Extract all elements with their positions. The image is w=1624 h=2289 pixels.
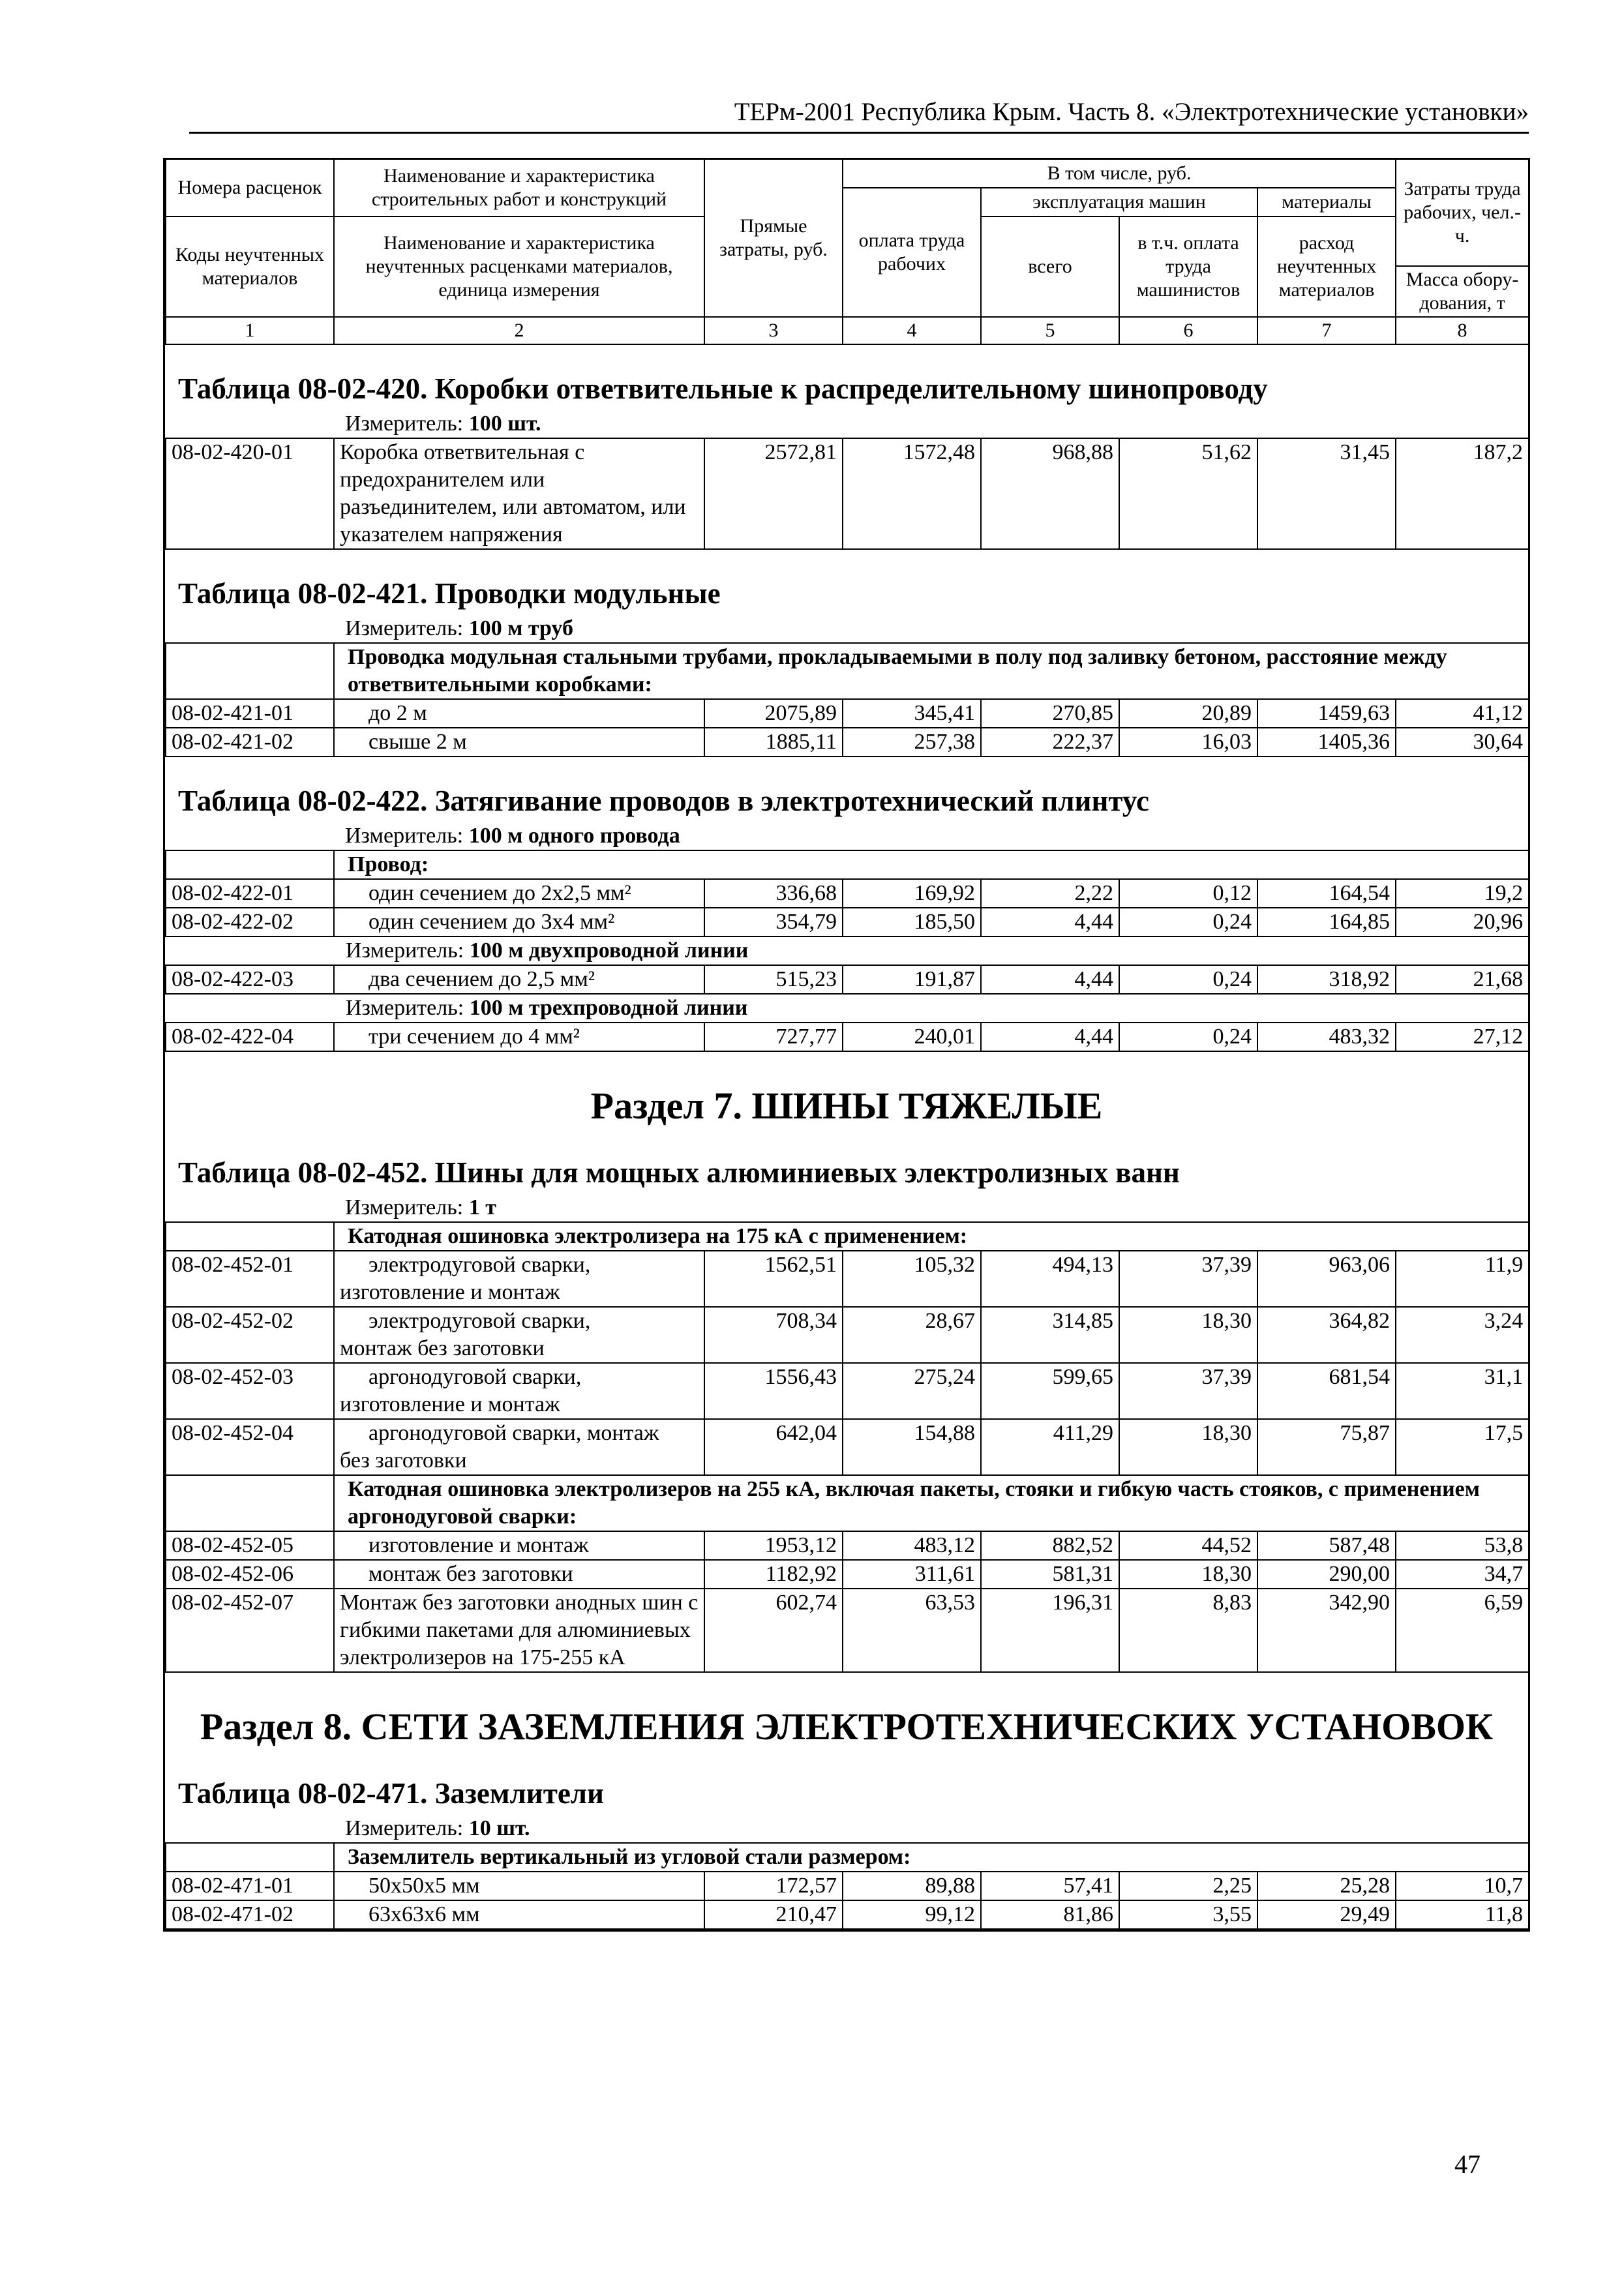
- table-cell-value: 727,77: [704, 1023, 843, 1051]
- table-cell-value: 37,39: [1119, 1363, 1257, 1419]
- table-cell-value: 17,5: [1396, 1419, 1529, 1475]
- table-cell-value: 1953,12: [704, 1531, 843, 1560]
- table-cell-value: 18,30: [1119, 1560, 1257, 1589]
- table-cell: 08-02-471-02: [166, 1900, 334, 1929]
- table-cell: 08-02-452-05: [166, 1531, 334, 1560]
- table-cell-value: 16,03: [1119, 728, 1257, 756]
- table-cell-value: 290,00: [1257, 1560, 1396, 1589]
- col3-header: Прямые затраты, руб.: [704, 159, 843, 317]
- col-number: 3: [704, 317, 843, 344]
- table-cell-value: 1405,36: [1257, 728, 1396, 756]
- table-cell-value: 11,8: [1396, 1900, 1529, 1929]
- table-cell: 50х50х5 мм: [334, 1872, 704, 1900]
- table-cell-value: 11,9: [1396, 1251, 1529, 1307]
- table-cell-value: 18,30: [1119, 1307, 1257, 1363]
- table-cell: 08-02-452-02: [166, 1307, 334, 1363]
- col8-header: Затраты труда рабочих, чел.-ч.: [1396, 159, 1529, 266]
- table-cell: электродуговой сварки, монтаж без заготовки: [334, 1307, 704, 1363]
- table-cell-value: 494,13: [981, 1251, 1119, 1307]
- table-header: [165, 158, 1529, 345]
- table-cell-value: 411,29: [981, 1419, 1119, 1475]
- table-cell: 08-02-422-04: [166, 1023, 334, 1051]
- table-cell-value: 10,7: [1396, 1872, 1529, 1900]
- col1-subheader: Коды неучтенных материалов: [166, 217, 334, 317]
- col7-header: расход неучтенных материалов: [1257, 217, 1396, 317]
- table-cell-value: 210,47: [704, 1900, 843, 1929]
- table-cell-value: 599,65: [981, 1363, 1119, 1419]
- table-row: [166, 1307, 1529, 1363]
- table-cell-value: 968,88: [981, 438, 1119, 549]
- table-cell-value: 20,89: [1119, 699, 1257, 728]
- table-cell-value: 222,37: [981, 728, 1119, 756]
- subgroup-title: Катодная ошиновка электролизеров на 255 кА, включая пакеты, стояки и гибкую часть стояков, с применением аргонодуговой сварки:: [334, 1475, 1529, 1531]
- measure-line: Измеритель: 100 м трехпроводной линии: [166, 994, 1529, 1023]
- subgroup-title: Провод:: [334, 850, 1529, 879]
- col-number: 1: [166, 317, 334, 344]
- table-cell-value: 336,68: [704, 879, 843, 908]
- table-cell-value: 311,61: [843, 1560, 981, 1589]
- table-cell-value: 364,82: [1257, 1307, 1396, 1363]
- table-cell-value: 2075,89: [704, 699, 843, 728]
- measure-line: Измеритель: 100 м одного провода: [345, 823, 680, 848]
- table-cell-value: 37,39: [1119, 1251, 1257, 1307]
- table-cell-value: 342,90: [1257, 1589, 1396, 1672]
- table-cell: один сечением до 2х2,5 мм²: [334, 879, 704, 908]
- table-cell: 08-02-452-03: [166, 1363, 334, 1419]
- table-cell-value: 515,23: [704, 965, 843, 994]
- table-row: [166, 1363, 1529, 1419]
- col5-header: всего: [981, 217, 1119, 317]
- machines-header: эксплуатация машин: [981, 188, 1257, 217]
- data-table: [165, 1221, 1529, 1673]
- table-cell-value: 105,32: [843, 1251, 981, 1307]
- table-cell-value: 1182,92: [704, 1560, 843, 1589]
- table-cell: два сечением до 2,5 мм²: [334, 965, 704, 994]
- table-cell-value: 34,7: [1396, 1560, 1529, 1589]
- table-cell-value: 19,2: [1396, 879, 1529, 908]
- table-cell-value: 4,44: [981, 1023, 1119, 1051]
- section-title: Раздел 8. СЕТИ ЗАЗЕМЛЕНИЯ ЭЛЕКТРОТЕХНИЧЕСКИХ УСТАНОВОК: [200, 1705, 1494, 1748]
- measure-line: Измеритель: 100 м двухпроводной линии: [166, 936, 1529, 965]
- table-cell: Монтаж без заготовки анодных шин с гибкими пакетами для алюминиевых электролизеров на 175-255 кА: [334, 1589, 704, 1672]
- table-cell-value: 63,53: [843, 1589, 981, 1672]
- table-cell-value: 1562,51: [704, 1251, 843, 1307]
- table-row: [166, 728, 1529, 756]
- table-cell-value: 3,55: [1119, 1900, 1257, 1929]
- table-cell-value: 28,67: [843, 1307, 981, 1363]
- table-cell-value: 25,28: [1257, 1872, 1396, 1900]
- table-cell: аргонодуговой сварки, монтаж без заготовки: [334, 1419, 704, 1475]
- table-cell: 08-02-452-01: [166, 1251, 334, 1307]
- col1-header: Номера расценок: [166, 159, 334, 217]
- col4-header: оплата труда рабочих: [843, 188, 981, 317]
- table-cell: до 2 м: [334, 699, 704, 728]
- table-row: [166, 908, 1529, 936]
- table-cell-value: 21,68: [1396, 965, 1529, 994]
- table-cell: аргонодуговой сварки, изготовление и монтаж: [334, 1363, 704, 1419]
- data-table: [165, 850, 1529, 1052]
- col-number: 4: [843, 317, 981, 344]
- table-cell-value: 164,54: [1257, 879, 1396, 908]
- table-cell-value: 0,24: [1119, 1023, 1257, 1051]
- table-cell-value: 275,24: [843, 1363, 981, 1419]
- table-cell-value: 44,52: [1119, 1531, 1257, 1560]
- table-cell-value: 191,87: [843, 965, 981, 994]
- table-cell: [166, 1222, 334, 1251]
- subgroup-title: Катодная ошиновка электролизера на 175 кА с применением:: [334, 1222, 1529, 1251]
- table-cell-value: 708,34: [704, 1307, 843, 1363]
- table-cell-value: 18,30: [1119, 1419, 1257, 1475]
- table-cell-value: 681,54: [1257, 1363, 1396, 1419]
- table-title: Таблица 08-02-422. Затягивание проводов в электротехнический плинтус: [178, 784, 1149, 817]
- table-cell-value: 172,57: [704, 1872, 843, 1900]
- table-cell-value: 164,85: [1257, 908, 1396, 936]
- table-row: [166, 1023, 1529, 1051]
- table-cell-value: 31,1: [1396, 1363, 1529, 1419]
- col-number: 8: [1396, 317, 1529, 344]
- row-name: Коробка ответвительная с предохранителем или разъединителем, или автоматом, или указателем напряжения: [334, 438, 704, 549]
- table-cell-value: 257,38: [843, 728, 981, 756]
- table-cell: три сечением до 4 мм²: [334, 1023, 704, 1051]
- table-cell-value: 2572,81: [704, 438, 843, 549]
- col8-subheader: Масса обору-дования, т: [1396, 266, 1529, 317]
- row-code: 08-02-420-01: [166, 438, 334, 549]
- table-cell-value: 0,24: [1119, 908, 1257, 936]
- table-cell-value: 4,44: [981, 965, 1119, 994]
- table-cell: 08-02-421-01: [166, 699, 334, 728]
- col-number: 2: [334, 317, 704, 344]
- table-cell: [166, 643, 334, 699]
- col-number: 7: [1257, 317, 1396, 344]
- data-table: [165, 438, 1529, 550]
- table-title: Таблица 08-02-421. Проводки модульные: [178, 576, 721, 610]
- table-row: [166, 879, 1529, 908]
- table-cell: один сечением до 3х4 мм²: [334, 908, 704, 936]
- table-cell-value: 154,88: [843, 1419, 981, 1475]
- table-cell-value: 53,8: [1396, 1531, 1529, 1560]
- table-title: Таблица 08-02-420. Коробки ответвительные к распределительному шинопроводу: [178, 372, 1268, 405]
- table-cell-value: 57,41: [981, 1872, 1119, 1900]
- measure-line: Измеритель: 1 т: [345, 1195, 496, 1219]
- table-cell-value: 187,2: [1396, 438, 1529, 549]
- table-cell-value: 270,85: [981, 699, 1119, 728]
- table-cell-value: 75,87: [1257, 1419, 1396, 1475]
- measure-line: Измеритель: 10 шт.: [345, 1816, 530, 1840]
- table-cell: электродуговой сварки, изготовление и монтаж: [334, 1251, 704, 1307]
- incl-header: В том числе, руб.: [843, 159, 1396, 188]
- table-row: [166, 699, 1529, 728]
- table-cell-value: 196,31: [981, 1589, 1119, 1672]
- subgroup-title: Проводка модульная стальными трубами, прокладываемыми в полу под заливку бетоном, расстояние между ответвительными коробками:: [334, 643, 1529, 699]
- page-number: 47: [1454, 2149, 1481, 2179]
- data-table: [165, 642, 1529, 757]
- table-cell-value: 314,85: [981, 1307, 1119, 1363]
- table-cell-value: 30,64: [1396, 728, 1529, 756]
- table-cell: изготовление и монтаж: [334, 1531, 704, 1560]
- table-cell-value: 3,24: [1396, 1307, 1529, 1363]
- table-cell-value: 6,59: [1396, 1589, 1529, 1672]
- table-cell-value: 2,25: [1119, 1872, 1257, 1900]
- table-cell-value: 1572,48: [843, 438, 981, 549]
- measure-line: Измеритель: 100 шт.: [345, 411, 541, 436]
- document-title: ТЕРм-2001 Республика Крым. Часть 8. «Электротехнические установки»: [734, 98, 1529, 126]
- table-cell-value: 581,31: [981, 1560, 1119, 1589]
- section-title: Раздел 7. ШИНЫ ТЯЖЕЛЫЕ: [590, 1084, 1103, 1127]
- table-cell: 08-02-421-02: [166, 728, 334, 756]
- table-cell: [166, 1475, 334, 1531]
- table-cell-value: 8,83: [1119, 1589, 1257, 1672]
- table-cell-value: 99,12: [843, 1900, 981, 1929]
- table-cell: 08-02-422-01: [166, 879, 334, 908]
- table-cell: [166, 1843, 334, 1872]
- table-cell: 08-02-452-04: [166, 1419, 334, 1475]
- data-table: [165, 1842, 1529, 1930]
- table-cell-value: 41,12: [1396, 699, 1529, 728]
- table-row: [166, 1872, 1529, 1900]
- table-cell-value: 29,49: [1257, 1900, 1396, 1929]
- col-number: 5: [981, 317, 1119, 344]
- measure-line: Измеритель: 100 м труб: [345, 616, 573, 640]
- table-row: [166, 1589, 1529, 1672]
- table-row: [166, 965, 1529, 994]
- table-cell-value: 1885,11: [704, 728, 843, 756]
- page-header: [189, 98, 1529, 134]
- table-cell: 08-02-452-06: [166, 1560, 334, 1589]
- table-title: Таблица 08-02-471. Заземлители: [178, 1776, 604, 1810]
- table-cell-value: 20,96: [1396, 908, 1529, 936]
- table-cell-value: 0,12: [1119, 879, 1257, 908]
- table-row: [166, 438, 1529, 549]
- table-cell-value: 1459,63: [1257, 699, 1396, 728]
- table-cell: монтаж без заготовки: [334, 1560, 704, 1589]
- table-cell-value: 4,44: [981, 908, 1119, 936]
- table-cell-value: 27,12: [1396, 1023, 1529, 1051]
- table-cell-value: 89,88: [843, 1872, 981, 1900]
- table-cell: 08-02-452-07: [166, 1589, 334, 1672]
- table-row: [166, 1900, 1529, 1929]
- table-cell-value: 882,52: [981, 1531, 1119, 1560]
- table-cell: 08-02-471-01: [166, 1872, 334, 1900]
- materials-header: материалы: [1257, 188, 1396, 217]
- table-cell-value: 31,45: [1257, 438, 1396, 549]
- table-cell-value: 587,48: [1257, 1531, 1396, 1560]
- table-cell-value: 318,92: [1257, 965, 1396, 994]
- table-row: [166, 1419, 1529, 1475]
- table-cell-value: 0,24: [1119, 965, 1257, 994]
- table-cell-value: 354,79: [704, 908, 843, 936]
- table-cell: 08-02-422-03: [166, 965, 334, 994]
- table-cell-value: 345,41: [843, 699, 981, 728]
- table-cell-value: 240,01: [843, 1023, 981, 1051]
- table-cell-value: 963,06: [1257, 1251, 1396, 1307]
- table-title: Таблица 08-02-452. Шины для мощных алюминиевых электролизных ванн: [178, 1156, 1180, 1189]
- table-row: [166, 1251, 1529, 1307]
- col6-header: в т.ч. оплата труда машинистов: [1119, 217, 1257, 317]
- table-cell: 63х63х6 мм: [334, 1900, 704, 1929]
- table-cell-value: 51,62: [1119, 438, 1257, 549]
- table-cell-value: 2,22: [981, 879, 1119, 908]
- table-cell: [166, 850, 334, 879]
- table-cell-value: 483,32: [1257, 1023, 1396, 1051]
- table-row: [166, 1560, 1529, 1589]
- table-cell-value: 81,86: [981, 1900, 1119, 1929]
- table-cell-value: 1556,43: [704, 1363, 843, 1419]
- col2-header: Наименование и характеристика строительных работ и конструкций: [334, 159, 704, 217]
- table-cell-value: 602,74: [704, 1589, 843, 1672]
- table-cell-value: 642,04: [704, 1419, 843, 1475]
- table-cell-value: 169,92: [843, 879, 981, 908]
- table-cell-value: 185,50: [843, 908, 981, 936]
- table-row: [166, 1531, 1529, 1560]
- table-cell-value: 483,12: [843, 1531, 981, 1560]
- table-cell: свыше 2 м: [334, 728, 704, 756]
- price-table: [163, 158, 1530, 1932]
- col-number: 6: [1119, 317, 1257, 344]
- table-cell: 08-02-422-02: [166, 908, 334, 936]
- subgroup-title: Заземлитель вертикальный из угловой стали размером:: [334, 1843, 1529, 1872]
- col2-subheader: Наименование и характеристика неучтенных расценками материалов, единица измерения: [334, 217, 704, 317]
